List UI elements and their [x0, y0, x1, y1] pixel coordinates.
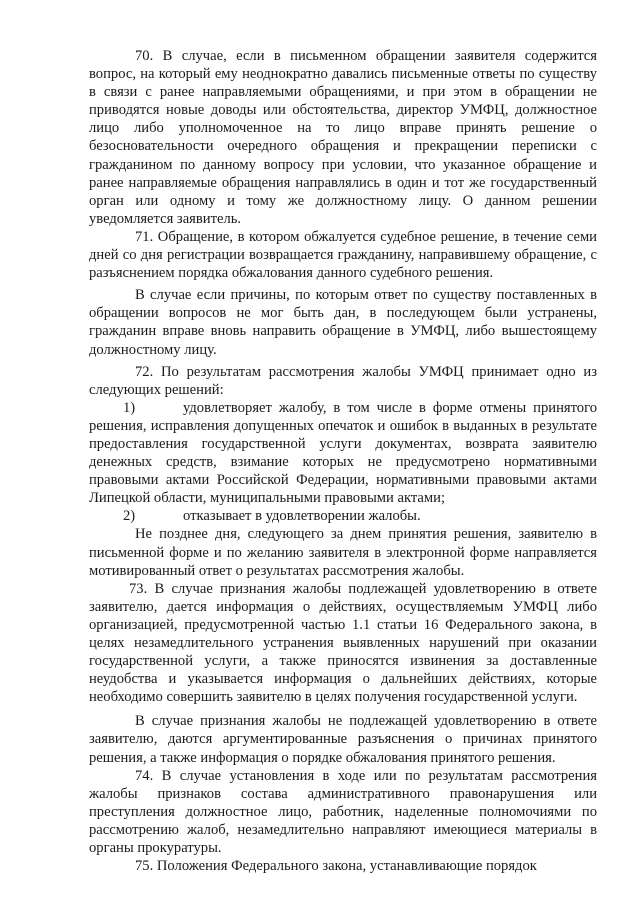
document-body [89, 47, 597, 875]
list-item-text: удовлетворяет жалобу, в том числе в форме отмены принятого решения, исправления допущенных опечаток и ошибок в выданных в результате предоставления государственной услуги документах, возврата заявителю денежных средств, взимание которых не предусмотрено нормативными правовыми актами Российской Федерации, нормативными правовыми актами Липецкой области, муниципальными правовыми актами; [89, 399, 597, 507]
list-item-text: отказывает в удовлетворении жалобы. [183, 508, 421, 525]
paragraph-71: 71. Обращение, в котором обжалуется судебное решение, в течение семи дней со дня регистрации возвращается гражданину, направившему обращение, с разъяснением порядка обжалования данного судебного решения. [89, 228, 597, 282]
paragraph-72-response: Не позднее дня, следующего за днем принятия решения, заявителю в письменной форме и по желанию заявителя в электронной форме направляется мотивированный ответ о результатах рассмотрения жалобы. [89, 526, 597, 579]
list-item-1 [89, 399, 597, 508]
paragraph-71-continuation: В случае если причины, по которым ответ по существу поставленных в обращении вопросов не мог быть дан, в последующем были устранены, гражданин вправе вновь направить обращение в УМФЦ, либо вышестоящему должностному лицу. [89, 287, 597, 358]
list-item-2 [89, 507, 597, 525]
paragraph-73-continuation: В случае признания жалобы не подлежащей удовлетворению в ответе заявителю, даются аргументированные разъяснения о причинах принятого решения, а также информация о порядке обжалования принятого решения. [89, 713, 597, 766]
paragraph-74: 74. В случае установления в ходе или по результатам рассмотрения жалобы признаков состава административного правонарушения или преступления должностное лицо, работник, наделенные полномочиями по рассмотрению жалоб, незамедлительно направляют имеющиеся материалы в органы прокуратуры. [89, 767, 597, 857]
paragraph-75: 75. Положения Федерального закона, устанавливающие порядок [135, 858, 537, 875]
list-item-number: 1) [123, 399, 136, 416]
paragraph-73: 73. В случае признания жалобы подлежащей удовлетворению в ответе заявителю, дается информация о действиях, осуществляемым УМФЦ либо организацией, предусмотренной частью 1.1 статьи 16 Федерального закона, в целях незамедлительного устранения выявленных нарушений при оказании государственной услуги, а также приносятся извинения за доставленные неудобства и указывается информация о дальнейших действиях, которые необходимо совершить заявителю в целях получения государственной услуги. [89, 580, 597, 706]
list-item-number: 2) [123, 508, 136, 525]
paragraph-72: 72. По результатам рассмотрения жалобы УМФЦ принимает одно из следующих решений: [89, 363, 597, 398]
paragraph-70: 70. В случае, если в письменном обращении заявителя содержится вопрос, на который ему неоднократно давались письменные ответы по существу в связи с ранее направляемыми обращениями, и при этом в обращении не приводятся новые доводы или обстоятельства, директор УМФЦ, должностное лицо либо уполномоченное на то лицо вправе принять решение о безосновательности очередного обращения и прекращении переписки с гражданином по данному вопросу при условии, что указанное обращение и ранее направляемые обращения направлялись в один и тот же государственный орган или одному и тому же должностному лицу. О данном решении уведомляется заявитель. [89, 48, 597, 227]
